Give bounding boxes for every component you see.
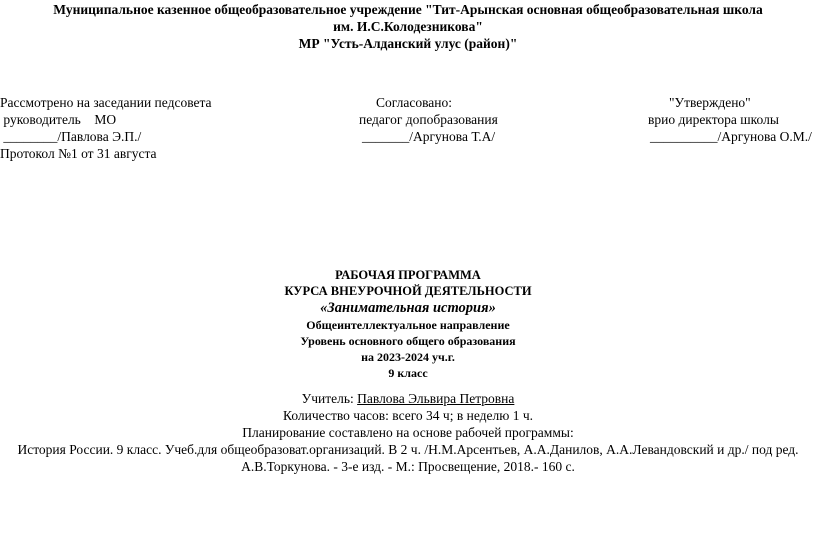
approval-left-line1: Рассмотрено на заседании педсовета bbox=[0, 95, 212, 110]
approval-right-line2: врио директора школы bbox=[648, 112, 779, 127]
grade: 9 класс bbox=[388, 366, 428, 380]
textbook-line2: А.В.Торкунова. - 3-е изд. - М.: Просвещение, 2018.- 160 с. bbox=[241, 459, 575, 474]
teacher-label: Учитель: bbox=[301, 391, 358, 406]
program-subtitle: КУРСА ВНЕУРОЧНОЙ ДЕЯТЕЛЬНОСТИ bbox=[284, 284, 532, 298]
school-name-line1: Муниципальное казенное общеобразовательное учреждение "Тит-Арынская основная общеобразовательная школа bbox=[53, 2, 763, 17]
approval-middle-signature: _______/Аргунова Т.А/ bbox=[362, 129, 496, 144]
course-name: «Занимательная история» bbox=[320, 300, 496, 316]
approval-right-signature: __________/Аргунова О.М./ bbox=[650, 129, 812, 144]
district-name: МР "Усть-Алданский улус (район)" bbox=[298, 36, 518, 51]
basis-line: Планирование составлено на основе рабочей программы: bbox=[242, 425, 574, 440]
education-level: Уровень основного общего образования bbox=[300, 334, 516, 348]
hours-line: Количество часов: всего 34 ч; в неделю 1 ч. bbox=[282, 408, 533, 423]
approval-left-signature: ________/Павлова Э.П./ bbox=[0, 129, 142, 144]
teacher-name: Павлова Эльвира Петровна bbox=[357, 391, 515, 406]
approval-right-line1: "Утверждено" bbox=[669, 95, 751, 110]
teacher-line bbox=[0, 391, 816, 407]
approval-middle-line1: Согласовано: bbox=[376, 95, 452, 110]
protocol-line: Протокол №1 от 31 августа bbox=[0, 146, 157, 161]
approval-left-line2: руководитель МО bbox=[0, 112, 117, 127]
school-name-line2: им. И.С.Колодезникова" bbox=[333, 19, 483, 34]
academic-year: на 2023-2024 уч.г. bbox=[361, 350, 455, 364]
direction: Общеинтеллектуальное направление bbox=[306, 318, 510, 332]
program-title: РАБОЧАЯ ПРОГРАММА bbox=[335, 268, 481, 282]
textbook-line1: История России. 9 класс. Учеб.для общеобразоват.организаций. В 2 ч. /Н.М.Арсентьев, А.А.Данилов, А.А.Левандовский и др./ под ред. bbox=[17, 442, 799, 457]
approval-middle-line2: педагог допобразования bbox=[359, 112, 498, 127]
